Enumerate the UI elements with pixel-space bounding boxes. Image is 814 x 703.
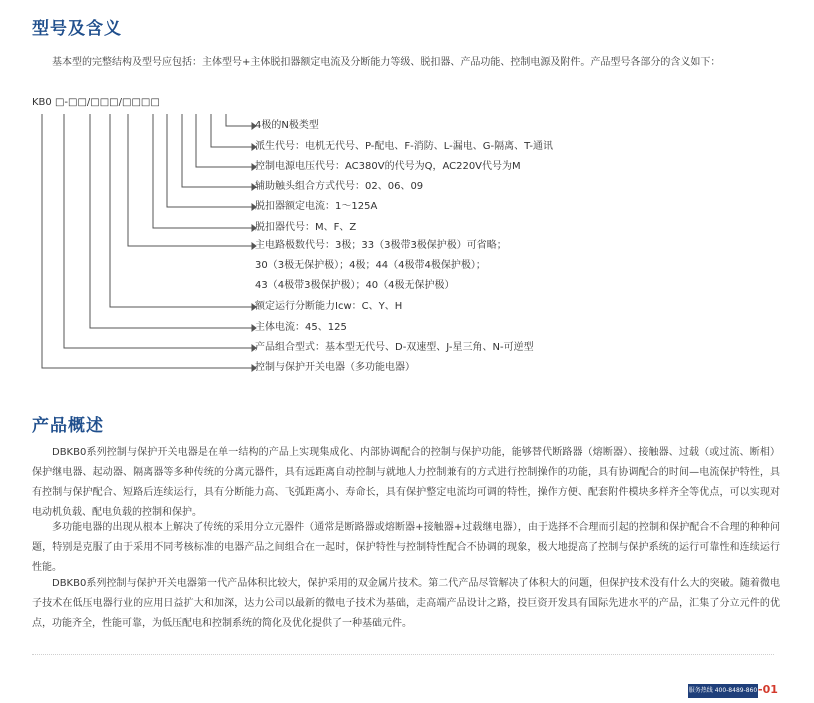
diagram-label: 脱扣器额定电流：1～125A xyxy=(255,201,378,212)
diagram-connector xyxy=(196,114,252,167)
diagram-connector xyxy=(128,114,252,246)
divider xyxy=(32,654,774,655)
diagram-label: 控制与保护开关电器（多功能电器） xyxy=(255,362,415,373)
diagram-connector xyxy=(110,114,252,307)
diagram-label: 主体电流：45、125 xyxy=(255,322,347,333)
diagram-label: 4极的N极类型 xyxy=(255,120,319,131)
footer-hotline-bar: 服务热线 400-8489-860 xyxy=(688,684,758,698)
diagram-connector xyxy=(211,114,252,147)
diagram-connector xyxy=(167,114,252,207)
page-number: -01 xyxy=(758,683,778,696)
diagram-label: 脱扣器代号：M、F、Z xyxy=(255,222,357,233)
diagram-connector xyxy=(90,114,252,328)
diagram-label: 派生代号：电机无代号、P-配电、F-消防、L-漏电、G-隔离、T-通讯 xyxy=(255,141,553,152)
diagram-connector xyxy=(182,114,252,187)
page-number-value: 01 xyxy=(762,683,778,696)
model-intro-paragraph: 基本型的完整结构及型号应包括：主体型号+主体脱扣器额定电流及分断能力等级、脱扣器、产品功能、控制电源及附件。产品型号各部分的含义如下： xyxy=(52,57,721,68)
diagram-connector xyxy=(64,114,252,348)
diagram-connector xyxy=(153,114,252,228)
section-title-model: 型号及含义 xyxy=(32,19,122,39)
section-title-overview: 产品概述 xyxy=(32,416,104,436)
diagram-connector xyxy=(226,114,252,126)
diagram-label: 主电路极数代号：3极；33（3极带3极保护极）可省略； xyxy=(255,240,507,251)
overview-paragraph-2: 多功能电器的出现从根本上解决了传统的采用分立元器件（通常是断路器或熔断器+接触器+过载继电器），由于选择不合理而引起的控制和保护配合不合理的种种问题，特别是克服了由于采用不同考核标准的电器产品之间组合在一起时，保护特性与控制特性配合不协调的现象，极大地提高了控制与保护系统的运行可靠性和连续运行性能。 xyxy=(32,522,780,573)
diagram-label: 30（3极无保护极）；4极；44（4极带4极保护极）； xyxy=(255,260,486,271)
model-code: KB0 □-□□/□□□/□□□□ xyxy=(32,97,160,108)
diagram-label: 额定运行分断能力Icw：C、Y、H xyxy=(255,301,403,312)
diagram-label: 控制电源电压代号：AC380V的代号为Q，AC220V代号为M xyxy=(255,161,521,172)
diagram-label: 43（4极带3极保护极）；40（4极无保护极） xyxy=(255,280,455,291)
diagram-label: 产品组合型式：基本型无代号、D-双速型、J-星三角、N-可逆型 xyxy=(255,342,534,353)
overview-paragraph-1: DBKB0系列控制与保护开关电器是在单一结构的产品上实现集成化、内部协调配合的控制与保护功能，能够替代断路器（熔断器）、接触器、过载（或过流、断相）保护继电器、起动器、隔离器等多种传统的分离元器件，具有远距离自动控制与就地人力控制兼有的方式进行控制操作的功能，具有协调配合的时间—电流保护特性，具有控制与保护配合、短路后连续运行，具有分断能力高、飞弧距离小、寿命长，具有保护整定电流均可调的特性，操作方便、配套附件模块多样齐全等优点，可以实现对电动机负载、配电负载的控制和保护。 xyxy=(32,447,780,518)
diagram-connector xyxy=(42,114,252,368)
overview-paragraph-3: DBKB0系列控制与保护开关电器第一代产品体积比较大，保护采用的双金属片技术。第二代产品尽管解决了体积大的问题，但保护技术没有什么大的突破。随着微电子技术在低压电器行业的应用日益扩大和加深，达力公司以最新的微电子技术为基础，走高端产品设计之路，投巨资开发具有国际先进水平的产品，汇集了分立元件的优点，功能齐全，性能可靠，为低压配电和控制系统的简化及优化提供了一种基础元件。 xyxy=(32,578,780,629)
diagram-label: 辅助触头组合方式代号：02、06、09 xyxy=(255,181,424,192)
